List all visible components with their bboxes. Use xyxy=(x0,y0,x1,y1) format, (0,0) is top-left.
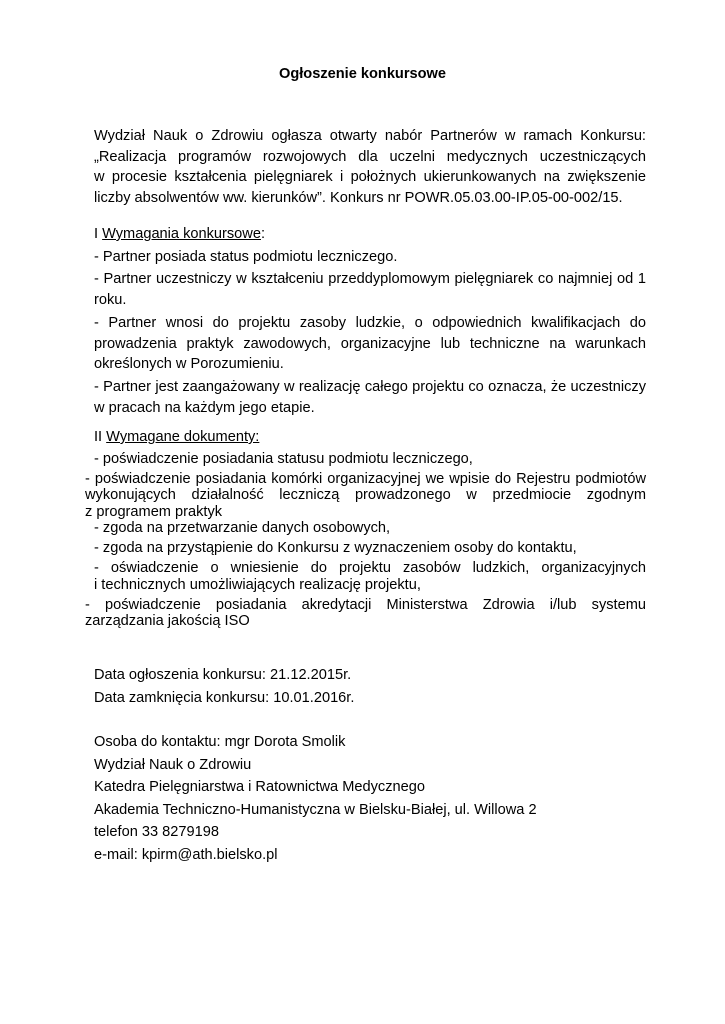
intro-paragraph xyxy=(94,126,646,209)
dates-block xyxy=(94,664,646,709)
intro-line: Wydział Nauk o Zdrowiu ogłasza otwarty nabór Partnerów w ramach Konkursu: xyxy=(94,128,646,144)
contact-academy: Akademia Techniczno-Humanistyczna w Bielsku-Białej, ul. Willowa 2 xyxy=(94,801,537,818)
requirement-item: - Partner jest zaangażowany w realizację całego projektu co oznacza, że uczestniczy w pracach na każdym jego etapie. xyxy=(94,378,646,416)
document-item: - zgoda na przetwarzanie danych osobowych, xyxy=(94,520,391,536)
intro-line: „Realizacja programów rozwojowych dla uczelni medycznych uczestniczących xyxy=(94,148,646,165)
contact-block xyxy=(94,731,646,866)
document-item: - oświadczenie o wniesienie do projektu zasobów ludzkich, organizacyjnych i technicznych umożliwiających realizację projektu, xyxy=(94,560,646,593)
document-item: - zgoda na przystąpienie do Konkursu z wyznaczeniem osoby do kontaktu, xyxy=(94,540,577,556)
contact-department: Katedra Pielęgniarstwa i Ratownictwa Medycznego xyxy=(94,779,425,795)
contact-faculty: Wydział Nauk o Zdrowiu xyxy=(94,756,252,773)
document-item: - poświadczenie posiadania komórki organizacyjnej we wpisie do Rejestru podmiotów wykonujących działalność leczniczą prowadzonego w przedmiocie zgodnym z programem praktyk xyxy=(85,470,646,520)
contact-phone: telefon 33 8279198 xyxy=(94,824,219,840)
announcement-date: Data ogłoszenia konkursu: 21.12.2015r. xyxy=(94,667,352,683)
closing-date: Data zamknięcia konkursu: 10.01.2016r. xyxy=(94,689,355,706)
documents-section xyxy=(85,429,646,633)
requirement-item: - Partner posiada status podmiotu leczniczego. xyxy=(94,248,398,265)
documents-heading: II Wymagane dokumenty: xyxy=(94,429,260,445)
intro-line: liczby absolwentów ww. kierunków”. Konkurs nr POWR.05.03.00-IP.05-00-002/15. xyxy=(94,190,623,207)
contact-person: Osoba do kontaktu: mgr Dorota Smolik xyxy=(94,734,346,750)
contact-email: e-mail: kpirm@ath.bielsko.pl xyxy=(94,846,278,863)
documents-heading-text: Wymagane dokumenty: xyxy=(106,429,260,445)
document-item: - poświadczenie posiadania statusu podmiotu leczniczego, xyxy=(94,450,473,467)
requirements-heading-text: Wymagania konkursowe xyxy=(102,226,261,242)
requirements-section xyxy=(94,224,646,418)
requirement-item: - Partner uczestniczy w kształceniu przeddyplomowym pielęgniarek co najmniej od 1 roku. xyxy=(94,271,646,309)
document-item: - poświadczenie posiadania akredytacji Ministerstwa Zdrowia i/lub systemu zarządzania jakością ISO xyxy=(85,596,646,629)
requirement-item: - Partner wnosi do projektu zasoby ludzkie, o odpowiednich kwalifikacjach do prowadzenia praktyk zawodowych, organizacyjne lub techniczne na warunkach określonych w Porozumieniu. xyxy=(94,314,646,373)
intro-line: w procesie kształcenia pielęgniarek i położnych ukierunkowanych na zwiększenie xyxy=(94,169,646,186)
requirements-heading: I Wymagania konkursowe: xyxy=(94,226,266,242)
document-title: Ogłoszenie konkursowe xyxy=(278,66,447,82)
